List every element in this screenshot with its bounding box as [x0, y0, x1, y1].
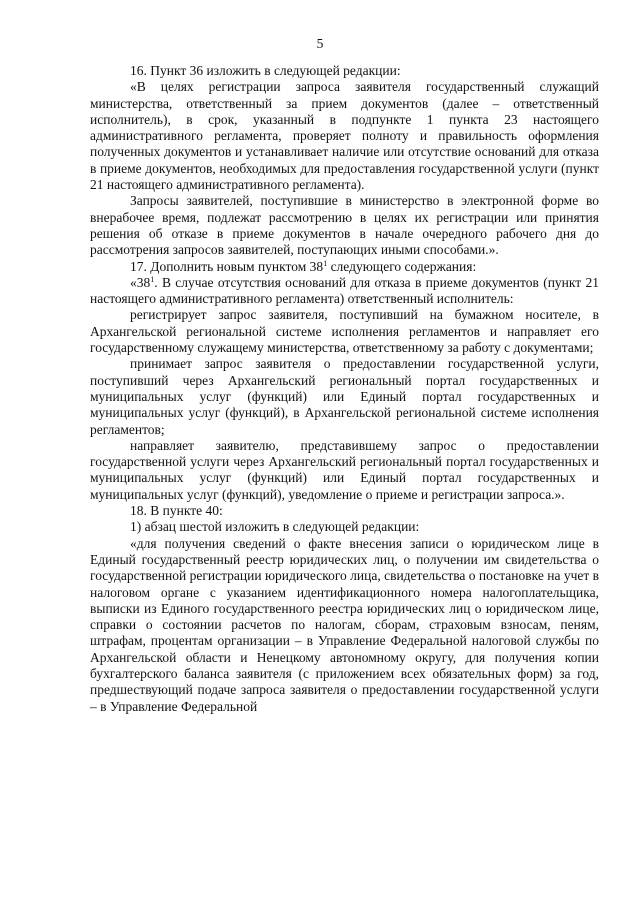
paragraph-registers-request: регистрирует запрос заявителя, поступивший на бумажном носителе, в Архангельской региональной системе исполнения регламентов и направляет его государственному служащему министерства, ответственному за работу с документами;	[90, 307, 599, 356]
paragraph-sends-notification: направляет заявителю, представившему запрос о предоставлении государственной услуги через Архангельский региональный портал государственных и муниципальных услуг (функций) или Единый портал государственных и муниципальных услуг (функций), уведомление о приеме и регистрации запроса.».	[90, 437, 599, 502]
paragraph-item-36-text: «В целях регистрации запроса заявителя государственный служащий министерства, ответственный за прием документов (далее – ответственный исполнитель), в срок, указанный в подпункте 1 пункта 23 настоящего административного регламента, проверяет полноту и правильность оформления полученных документов и устанавливает наличие или отсутствие оснований для отказа в приеме документов, необходимых для предоставления государственной услуги (пункт 21 настоящего административного регламента).	[90, 79, 599, 193]
paragraph-item-38-1	[90, 275, 599, 308]
paragraph-subitem-1: 1) абзац шестой изложить в следующей редакции:	[130, 519, 420, 535]
item-38-1-text: . В случае отсутствия оснований для отказа в приеме документов (пункт 21 настоящего административного регламента) ответственный исполнитель:	[90, 274, 599, 307]
paragraph-accepts-request: принимает запрос заявителя о предоставлении государственной услуги, поступивший через Архангельский региональный портал государственных и муниципальных услуг (функций) или Единый портал государственных и муниципальных услуг (функций), в Архангельской региональной системе исполнения регламентов;	[90, 356, 599, 437]
paragraph-item-16: 16. Пункт 36 изложить в следующей редакции:	[130, 63, 401, 78]
superscript: 1	[323, 258, 328, 268]
superscript: 1	[150, 274, 155, 284]
document-body	[90, 63, 599, 715]
paragraph-paragraph-six: «для получения сведений о факте внесения записи о юридическом лице в Единый государственный реестр юридических лиц, о получении им свидетельства о государственной регистрации юридического лица, свидетельства о постановке на учет в налоговом органе с указанием идентификационного номера налогоплательщика, выписки из Единого государственного реестра юридических лиц о юридическом лице, справки о состоянии расчетов по налогам, сборам, страховым взносам, пеням, штрафам, процентам организации – в Управление Федеральной налоговой службы по Архангельской области и Ненецкому автономному округу, для получения копии бухгалтерского баланса заявителя (с приложением всех обязательных форм) за год, предшествующий подаче запроса заявителя о предоставлении государственной услуги – в Управление Федеральной	[90, 535, 599, 714]
item-38-1-number: «38	[130, 274, 151, 290]
paragraph-item-17	[90, 259, 599, 275]
item-17-text-end: следующего содержания:	[327, 258, 477, 274]
item-17-text: 17. Дополнить новым пунктом 38	[130, 258, 324, 274]
page-number: 5	[316, 36, 324, 51]
paragraph-item-18: 18. В пункте 40:	[130, 503, 223, 519]
paragraph-requests-electronic: Запросы заявителей, поступившие в министерство в электронной форме во внерабочее время, подлежат рассмотрению в целях их регистрации или принятия решения об отказе в приеме документов в начале очередного рабочего дня до рассмотрения запросов заявителей, поступающих иными способами.».	[90, 193, 599, 258]
